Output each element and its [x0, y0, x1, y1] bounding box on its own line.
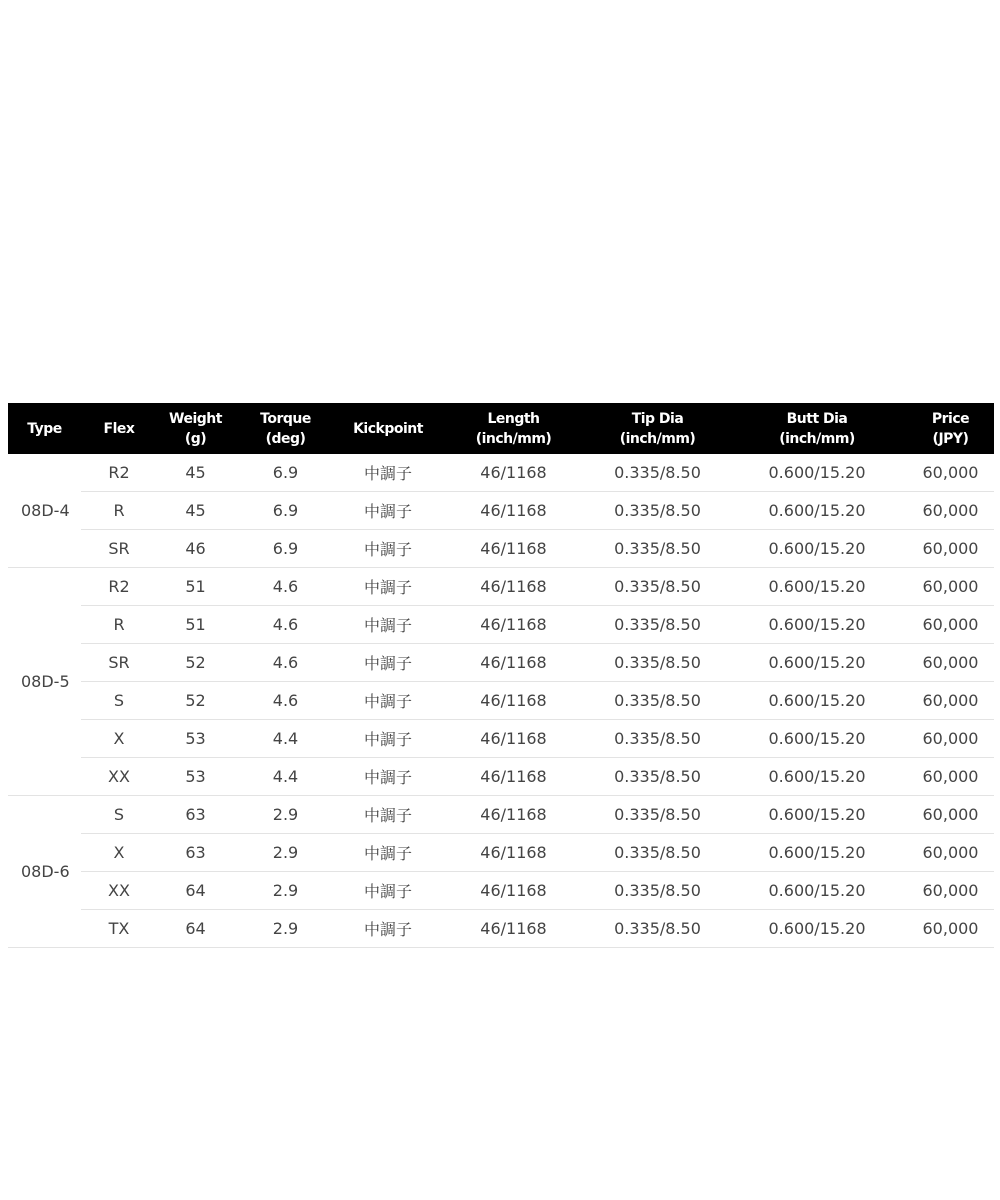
butt-dia-cell: 0.600/15.20 — [727, 720, 907, 758]
butt-dia-cell: 0.600/15.20 — [727, 834, 907, 872]
flex-cell: R2 — [81, 454, 157, 492]
tip-dia-cell: 0.335/8.50 — [588, 606, 727, 644]
type-cell: 08D-5 — [8, 568, 81, 796]
table-row — [8, 454, 994, 492]
butt-dia-cell: 0.600/15.20 — [727, 758, 907, 796]
tip-dia-cell: 0.335/8.50 — [588, 872, 727, 910]
flex-cell: R — [81, 606, 157, 644]
torque-cell: 4.4 — [234, 758, 337, 796]
torque-cell: 2.9 — [234, 872, 337, 910]
torque-cell: 2.9 — [234, 834, 337, 872]
tip-dia-cell: 0.335/8.50 — [588, 492, 727, 530]
tip-dia-cell: 0.335/8.50 — [588, 454, 727, 492]
price-cell: 60,000 — [907, 454, 994, 492]
flex-cell: X — [81, 834, 157, 872]
table-row — [8, 910, 994, 948]
price-cell: 60,000 — [907, 872, 994, 910]
kickpoint-cell: 中調子 — [337, 758, 439, 796]
weight-cell: 45 — [157, 492, 234, 530]
length-cell: 46/1168 — [439, 606, 588, 644]
table-row — [8, 530, 994, 568]
torque-cell: 4.6 — [234, 606, 337, 644]
tip-dia-cell: 0.335/8.50 — [588, 758, 727, 796]
flex-cell: R2 — [81, 568, 157, 606]
length-cell: 46/1168 — [439, 834, 588, 872]
flex-cell: S — [81, 682, 157, 720]
flex-cell: XX — [81, 872, 157, 910]
price-cell: 60,000 — [907, 682, 994, 720]
table-row — [8, 644, 994, 682]
flex-cell: X — [81, 720, 157, 758]
tip-dia-cell: 0.335/8.50 — [588, 530, 727, 568]
length-cell: 46/1168 — [439, 872, 588, 910]
torque-cell: 6.9 — [234, 530, 337, 568]
table-row — [8, 492, 994, 530]
weight-cell: 51 — [157, 568, 234, 606]
table-row — [8, 682, 994, 720]
kickpoint-cell: 中調子 — [337, 682, 439, 720]
type-cell: 08D-4 — [8, 454, 81, 568]
header-butt-dia: Butt Dia (inch/mm) — [727, 403, 907, 454]
weight-cell: 63 — [157, 834, 234, 872]
flex-cell: XX — [81, 758, 157, 796]
torque-cell: 2.9 — [234, 910, 337, 948]
flex-cell: SR — [81, 644, 157, 682]
torque-cell: 2.9 — [234, 796, 337, 834]
butt-dia-cell: 0.600/15.20 — [727, 530, 907, 568]
torque-cell: 4.6 — [234, 682, 337, 720]
header-price: Price (JPY) — [907, 403, 994, 454]
price-cell: 60,000 — [907, 644, 994, 682]
kickpoint-cell: 中調子 — [337, 454, 439, 492]
length-cell: 46/1168 — [439, 758, 588, 796]
butt-dia-cell: 0.600/15.20 — [727, 606, 907, 644]
kickpoint-cell: 中調子 — [337, 872, 439, 910]
tip-dia-cell: 0.335/8.50 — [588, 644, 727, 682]
kickpoint-cell: 中調子 — [337, 568, 439, 606]
table-row — [8, 720, 994, 758]
price-cell: 60,000 — [907, 568, 994, 606]
price-cell: 60,000 — [907, 606, 994, 644]
flex-cell: TX — [81, 910, 157, 948]
shaft-spec-table — [8, 403, 994, 948]
butt-dia-cell: 0.600/15.20 — [727, 910, 907, 948]
table-row — [8, 568, 994, 606]
butt-dia-cell: 0.600/15.20 — [727, 796, 907, 834]
torque-cell: 4.6 — [234, 644, 337, 682]
length-cell: 46/1168 — [439, 492, 588, 530]
header-tip-dia: Tip Dia (inch/mm) — [588, 403, 727, 454]
header-type: Type — [8, 403, 81, 454]
kickpoint-cell: 中調子 — [337, 530, 439, 568]
tip-dia-cell: 0.335/8.50 — [588, 568, 727, 606]
butt-dia-cell: 0.600/15.20 — [727, 872, 907, 910]
weight-cell: 53 — [157, 720, 234, 758]
butt-dia-cell: 0.600/15.20 — [727, 568, 907, 606]
price-cell: 60,000 — [907, 910, 994, 948]
price-cell: 60,000 — [907, 796, 994, 834]
torque-cell: 6.9 — [234, 492, 337, 530]
length-cell: 46/1168 — [439, 454, 588, 492]
weight-cell: 46 — [157, 530, 234, 568]
butt-dia-cell: 0.600/15.20 — [727, 644, 907, 682]
tip-dia-cell: 0.335/8.50 — [588, 682, 727, 720]
butt-dia-cell: 0.600/15.20 — [727, 492, 907, 530]
kickpoint-cell: 中調子 — [337, 796, 439, 834]
price-cell: 60,000 — [907, 720, 994, 758]
weight-cell: 52 — [157, 682, 234, 720]
kickpoint-cell: 中調子 — [337, 644, 439, 682]
weight-cell: 53 — [157, 758, 234, 796]
torque-cell: 4.6 — [234, 568, 337, 606]
kickpoint-cell: 中調子 — [337, 910, 439, 948]
torque-cell: 4.4 — [234, 720, 337, 758]
weight-cell: 64 — [157, 872, 234, 910]
length-cell: 46/1168 — [439, 530, 588, 568]
tip-dia-cell: 0.335/8.50 — [588, 910, 727, 948]
price-cell: 60,000 — [907, 492, 994, 530]
length-cell: 46/1168 — [439, 910, 588, 948]
length-cell: 46/1168 — [439, 682, 588, 720]
length-cell: 46/1168 — [439, 720, 588, 758]
header-kickpoint: Kickpoint — [337, 403, 439, 454]
header-weight: Weight (g) — [157, 403, 234, 454]
price-cell: 60,000 — [907, 834, 994, 872]
length-cell: 46/1168 — [439, 568, 588, 606]
butt-dia-cell: 0.600/15.20 — [727, 454, 907, 492]
kickpoint-cell: 中調子 — [337, 720, 439, 758]
weight-cell: 51 — [157, 606, 234, 644]
weight-cell: 52 — [157, 644, 234, 682]
price-cell: 60,000 — [907, 530, 994, 568]
length-cell: 46/1168 — [439, 796, 588, 834]
tip-dia-cell: 0.335/8.50 — [588, 834, 727, 872]
type-cell: 08D-6 — [8, 796, 81, 948]
table-row — [8, 796, 994, 834]
tip-dia-cell: 0.335/8.50 — [588, 796, 727, 834]
flex-cell: R — [81, 492, 157, 530]
table-body — [8, 454, 994, 948]
table-row — [8, 834, 994, 872]
kickpoint-cell: 中調子 — [337, 606, 439, 644]
table-row — [8, 606, 994, 644]
flex-cell: S — [81, 796, 157, 834]
header-length: Length (inch/mm) — [439, 403, 588, 454]
weight-cell: 64 — [157, 910, 234, 948]
table-header-row — [8, 403, 994, 454]
weight-cell: 45 — [157, 454, 234, 492]
tip-dia-cell: 0.335/8.50 — [588, 720, 727, 758]
flex-cell: SR — [81, 530, 157, 568]
table-row — [8, 872, 994, 910]
weight-cell: 63 — [157, 796, 234, 834]
table-row — [8, 758, 994, 796]
kickpoint-cell: 中調子 — [337, 834, 439, 872]
price-cell: 60,000 — [907, 758, 994, 796]
butt-dia-cell: 0.600/15.20 — [727, 682, 907, 720]
torque-cell: 6.9 — [234, 454, 337, 492]
length-cell: 46/1168 — [439, 644, 588, 682]
kickpoint-cell: 中調子 — [337, 492, 439, 530]
header-flex: Flex — [81, 403, 157, 454]
header-torque: Torque (deg) — [234, 403, 337, 454]
